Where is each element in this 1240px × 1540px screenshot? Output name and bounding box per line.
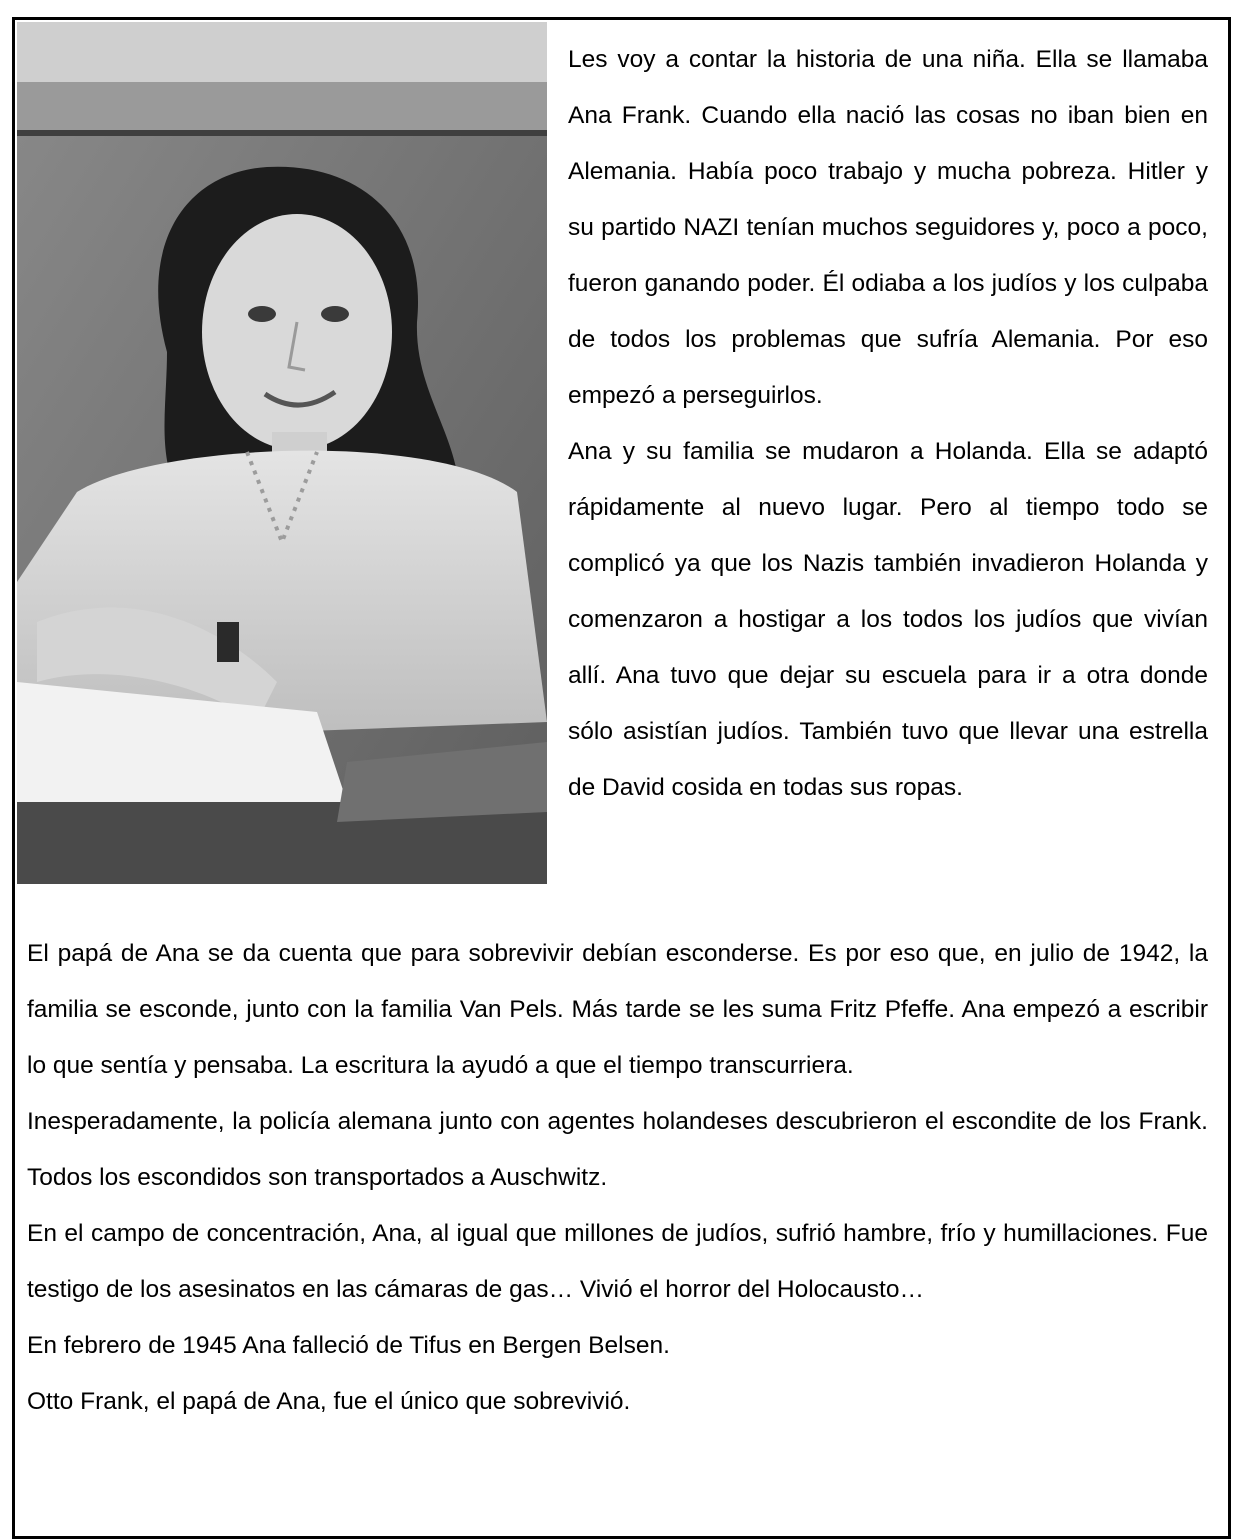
paragraph-hiding: El papá de Ana se da cuenta que para sobrevivir debían esconderse. Es por eso que, en julio de 1942, la familia se esconde, junto con la familia Van Pels. Más tarde se les suma Fritz Pfeffe. Ana empezó a escribir lo que sentía y pensaba. La escritura la ayudó a que el tiempo transcurriera. bbox=[27, 940, 1208, 1079]
paragraph-intro: Les voy a contar la historia de una niña. Ella se llamaba Ana Frank. Cuando ella nació las cosas no iban bien en Alemania. Había poco trabajo y mucha pobreza. Hitler y su partido NAZI tenían muchos seguidores y, poco a poco, fueron ganando poder. Él odiaba a los judíos y los culpaba de todos los problemas que sufría Alemania. Por eso empezó a perseguirlos. bbox=[568, 46, 1208, 409]
paragraph-otto: Otto Frank, el papá de Ana, fue el único que sobrevivió. bbox=[27, 1388, 631, 1415]
portrait-photo bbox=[17, 22, 547, 884]
full-text-block bbox=[27, 926, 1208, 1430]
paragraph-discovery: Inesperadamente, la policía alemana junto con agentes holandeses descubrieron el escondite de los Frank. Todos los escondidos son transportados a Auschwitz. bbox=[27, 1108, 1208, 1191]
paragraph-holland: Ana y su familia se mudaron a Holanda. Ella se adaptó rápidamente al nuevo lugar. Pero al tiempo todo se complicó ya que los Nazis también invadieron Holanda y comenzaron a hostigar a los todos los judíos que vivían allí. Ana tuvo que dejar su escuela para ir a otra donde sólo asistían judíos. También tuvo que llevar una estrella de David cosida en todas sus ropas. bbox=[568, 438, 1208, 801]
portrait-photo-icon bbox=[17, 22, 547, 884]
paragraph-camp: En el campo de concentración, Ana, al igual que millones de judíos, sufrió hambre, frío y humillaciones. Fue testigo de los asesinatos en las cámaras de gas… Vivió el horror del Holocausto… bbox=[27, 1220, 1208, 1303]
side-text-column bbox=[568, 32, 1208, 816]
paragraph-death: En febrero de 1945 Ana falleció de Tifus en Bergen Belsen. bbox=[27, 1332, 670, 1359]
page-frame bbox=[12, 17, 1231, 1539]
